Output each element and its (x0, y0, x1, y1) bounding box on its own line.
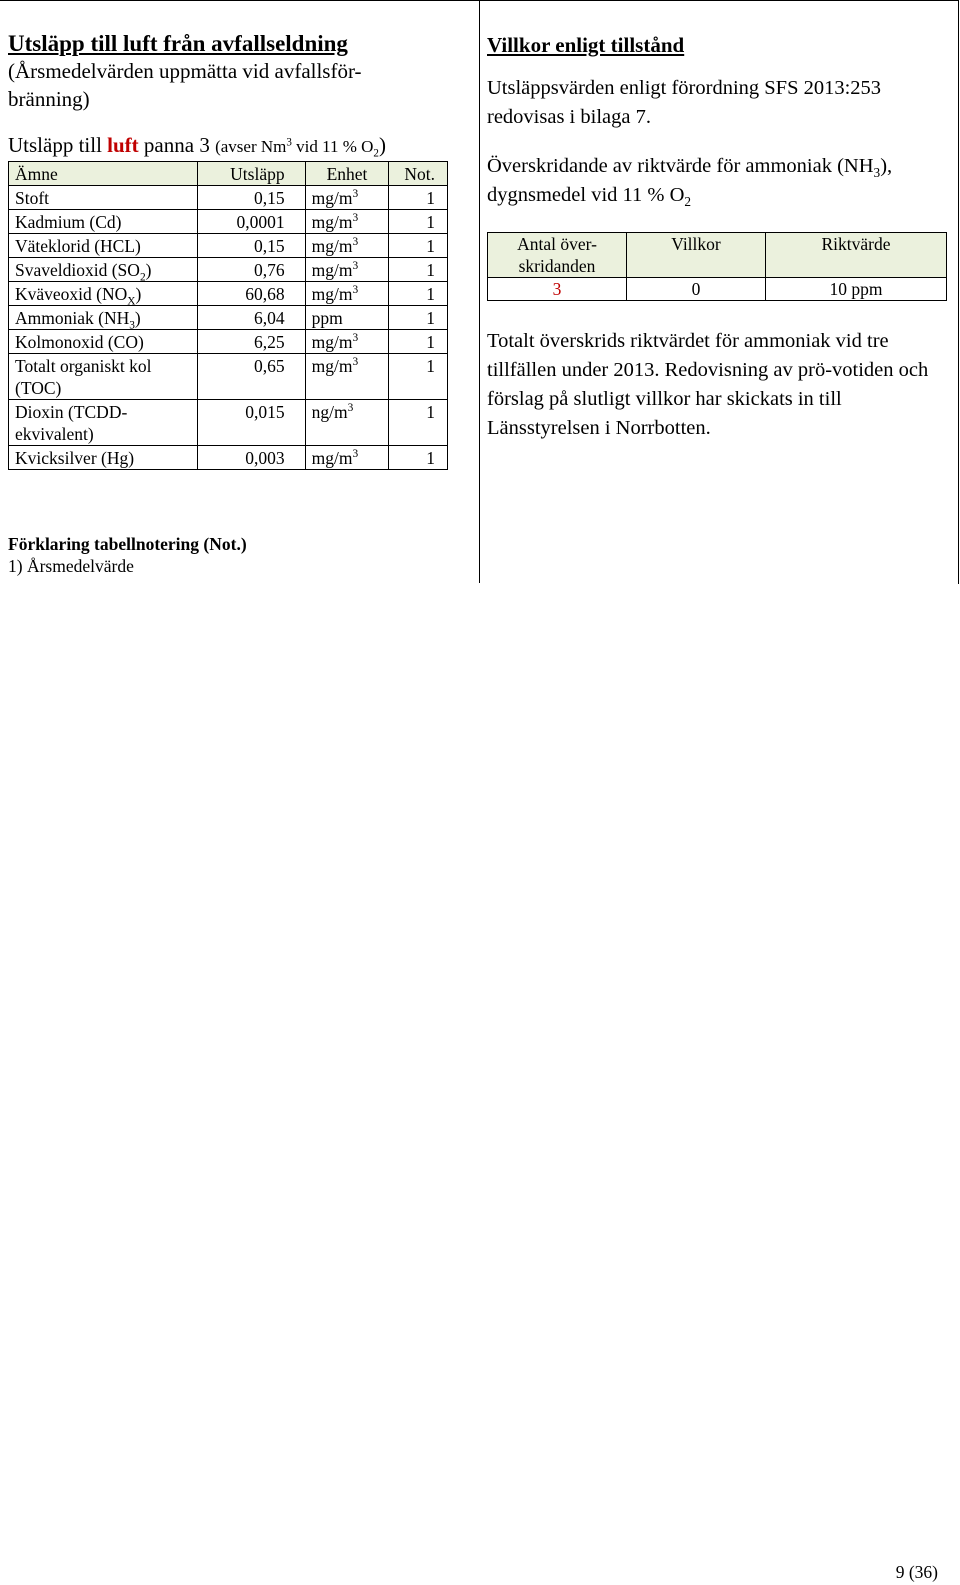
substance-subscript: 2 (139, 271, 146, 284)
substance-name: Dioxin (TCDD-ekvivalent) (15, 402, 128, 444)
unit-text: mg/m (311, 448, 353, 468)
ammonia-table-header (488, 233, 947, 278)
unit-text: mg/m (311, 188, 353, 208)
note-cell: 1 (389, 354, 448, 400)
left-column (8, 30, 474, 470)
value-cell: 60,68 (197, 282, 305, 306)
unit-cell (305, 400, 389, 446)
substance-name: Ammoniak (NH (15, 308, 130, 328)
substance-cell (9, 282, 198, 306)
substance-cell (9, 354, 198, 400)
value-cell: 0,76 (197, 258, 305, 282)
emissions-header-cell: Not. (389, 162, 448, 186)
explanation-heading: Förklaring tabellnotering (Not.) (8, 534, 247, 554)
unit-cell (305, 186, 389, 210)
substance-cell (9, 400, 198, 446)
substance-name: Stoft (15, 188, 50, 208)
ammonia-header-guideline: Riktvärde (766, 233, 947, 278)
unit-cell (305, 282, 389, 306)
value-cell: 0,0001 (197, 210, 305, 234)
substance-subscript: X (127, 295, 136, 308)
table-row (9, 282, 448, 306)
value-cell: 0,15 (197, 186, 305, 210)
page-number: 9 (36) (895, 1562, 938, 1582)
right-column (487, 30, 953, 443)
ammonia-count: 3 (488, 278, 627, 301)
substance-cell (9, 446, 198, 470)
emissions-header-cell: Utsläpp (197, 162, 305, 186)
ammonia-header-count: Antal över-skridanden (488, 233, 627, 278)
unit-text: ppm (311, 308, 343, 328)
para-ammonia-sub: 3 (873, 165, 881, 181)
note-cell: 1 (389, 446, 448, 470)
substance-name: Väteklorid (HCL) (15, 236, 141, 256)
unit-cell (305, 354, 389, 400)
lead-oxygen-sub: 2 (373, 147, 379, 160)
unit-superscript: 3 (352, 284, 359, 297)
subtitle-line-2: bränning) (8, 87, 90, 111)
unit-text: mg/m (311, 212, 353, 232)
substance-cell (9, 258, 198, 282)
para-summary: Totalt överskrids riktvärdet för ammoniak vid tre tillfällen under 2013. Redovisning av prö-votiden och förslag på slutligt villkor har skickats in till Länsstyrelsen i Norrbotten. (487, 330, 929, 439)
table-row (9, 210, 448, 234)
unit-text: ng/m (311, 402, 348, 422)
ammonia-table-row (488, 278, 947, 301)
unit-superscript: 3 (347, 402, 354, 415)
section-title: Utsläpp till luft från avfallseldning (8, 31, 348, 56)
emissions-header-cell: Ämne (9, 162, 198, 186)
ammonia-guideline: 10 ppm (766, 278, 947, 301)
substance-name: Kväveoxid (NO (15, 284, 128, 304)
unit-cell (305, 258, 389, 282)
ammonia-header-condition: Villkor (627, 233, 766, 278)
emissions-table (8, 161, 448, 470)
substance-name: Svaveldioxid (SO (15, 260, 140, 280)
table-row (9, 330, 448, 354)
note-cell: 1 (389, 282, 448, 306)
para-sfs: Utsläppsvärden enligt förordning SFS 2013:253 redovisas i bilaga 7. (487, 77, 882, 128)
unit-superscript: 3 (352, 356, 359, 369)
unit-text: mg/m (311, 260, 353, 280)
value-cell: 6,04 (197, 306, 305, 330)
table-row (9, 258, 448, 282)
unit-text: mg/m (311, 332, 353, 352)
subtitle-line-1: (Årsmedelvärden uppmätta vid avfallsför- (8, 59, 362, 83)
unit-cell (305, 210, 389, 234)
unit-cell (305, 330, 389, 354)
table-row (9, 354, 448, 400)
para-oxygen-sub: 2 (684, 194, 692, 210)
table-lead (8, 133, 474, 159)
emissions-header-row (9, 162, 448, 186)
substance-close: ) (145, 260, 152, 280)
lead-unit-sup: 3 (286, 136, 292, 149)
value-cell: 0,003 (197, 446, 305, 470)
unit-superscript: 3 (352, 188, 359, 201)
value-cell: 0,15 (197, 234, 305, 258)
lead-unit: (avser Nm (215, 137, 287, 156)
para-ammonia (487, 152, 953, 210)
value-cell: 0,65 (197, 354, 305, 400)
unit-superscript: 3 (352, 260, 359, 273)
substance-cell (9, 306, 198, 330)
unit-text: mg/m (311, 284, 353, 304)
unit-text: mg/m (311, 356, 353, 376)
para-ammonia-text-2: ), dygnsmedel vid 11 % O (487, 155, 893, 206)
unit-superscript: 3 (352, 332, 359, 345)
substance-cell (9, 186, 198, 210)
note-cell: 1 (389, 186, 448, 210)
unit-cell (305, 446, 389, 470)
unit-superscript: 3 (352, 448, 359, 461)
substance-cell (9, 330, 198, 354)
explanation-item: 1) Årsmedelvärde (8, 556, 134, 576)
table-row (9, 306, 448, 330)
conditions-title: Villkor enligt tillstånd (487, 33, 685, 57)
ammonia-condition: 0 (627, 278, 766, 301)
note-cell: 1 (389, 330, 448, 354)
unit-cell (305, 306, 389, 330)
substance-name: Kadmium (Cd) (15, 212, 122, 232)
emissions-header-cell: Enhet (305, 162, 389, 186)
note-cell: 1 (389, 210, 448, 234)
table-row (9, 186, 448, 210)
note-cell: 1 (389, 306, 448, 330)
unit-cell (305, 234, 389, 258)
substance-name: Totalt organiskt kol (TOC) (15, 356, 152, 398)
substance-name: Kolmonoxid (CO) (15, 332, 144, 352)
para-ammonia-text: Överskridande av riktvärde för ammoniak (NH (487, 155, 874, 177)
unit-superscript: 3 (352, 212, 359, 225)
note-cell: 1 (389, 400, 448, 446)
lead-text-2: panna 3 (138, 133, 216, 157)
lead-highlight: luft (107, 133, 139, 157)
column-divider (479, 0, 480, 583)
table-row (9, 400, 448, 446)
table-row (9, 234, 448, 258)
substance-cell (9, 210, 198, 234)
substance-cell (9, 234, 198, 258)
table-row (9, 446, 448, 470)
explanation (8, 533, 247, 577)
value-cell: 0,015 (197, 400, 305, 446)
ammonia-table (487, 232, 947, 301)
substance-close: ) (134, 308, 141, 328)
substance-name: Kvicksilver (Hg) (15, 448, 135, 468)
note-cell: 1 (389, 258, 448, 282)
unit-text: mg/m (311, 236, 353, 256)
note-cell: 1 (389, 234, 448, 258)
value-cell: 6,25 (197, 330, 305, 354)
substance-subscript: 3 (129, 319, 135, 332)
lead-oxygen: vid 11 % O (291, 137, 374, 156)
substance-close: ) (135, 284, 142, 304)
section-subtitle (8, 57, 474, 113)
unit-superscript: 3 (352, 236, 359, 249)
lead-text: Utsläpp till (8, 133, 108, 157)
lead-close: ) (378, 133, 386, 157)
